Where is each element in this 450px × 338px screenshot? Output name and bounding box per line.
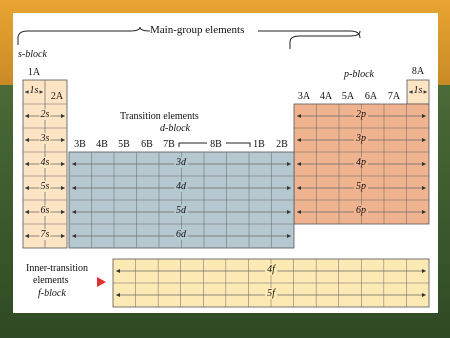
group-2a-label: 2A: [50, 91, 64, 102]
group-8b-label: 8B: [210, 139, 222, 150]
orbital-3d-label: 3d: [176, 157, 186, 168]
group-3b-label: 3B: [74, 139, 86, 150]
orbital-4d-label: 4d: [176, 181, 186, 192]
group-1a-label: 1A: [27, 67, 41, 78]
f-block-marker-triangle: [97, 277, 106, 287]
group-5a-label: 5A: [341, 91, 355, 102]
group-7b-label: 7B: [163, 139, 175, 150]
orbital-7s-label: 7s: [40, 229, 50, 240]
d-block-label: d-block: [160, 123, 190, 134]
f-block-label: f-block: [38, 288, 66, 299]
main-group-elements-label: Main-group elements: [150, 24, 245, 36]
group-5b-label: 5B: [118, 139, 130, 150]
group-6a-label: 6A: [364, 91, 378, 102]
orbital-5p-label: 5p: [356, 181, 366, 192]
orbital-3p-label: 3p: [356, 133, 366, 144]
p-block-label: p-block: [344, 69, 374, 80]
group-2b-label: 2B: [276, 139, 288, 150]
group-1b-label: 1B: [253, 139, 265, 150]
orbital-1s-label: 1s: [29, 85, 39, 96]
orbital-he-1s-label: 1s: [413, 85, 423, 96]
group-4a-label: 4A: [319, 91, 333, 102]
inner-transition-label-1: Inner-transition: [26, 263, 89, 274]
group-6b-label: 6B: [141, 139, 153, 150]
s-block-label: s-block: [18, 49, 47, 60]
orbital-6d-label: 6d: [176, 229, 186, 240]
orbital-5d-label: 5d: [176, 205, 186, 216]
orbital-2p-label: 2p: [356, 109, 366, 120]
orbital-3s-label: 3s: [40, 133, 50, 144]
orbital-4p-label: 4p: [356, 157, 366, 168]
orbital-6p-label: 6p: [356, 205, 366, 216]
orbital-5s-label: 5s: [40, 181, 50, 192]
transition-elements-label: Transition elements: [120, 111, 199, 122]
inner-transition-label-2: elements: [33, 275, 69, 286]
orbital-2s-label: 2s: [40, 109, 50, 120]
orbital-6s-label: 6s: [40, 205, 50, 216]
orbital-4f-label: 4f: [267, 264, 275, 275]
group-8a-label: 8A: [411, 66, 425, 77]
orbital-4s-label: 4s: [40, 157, 50, 168]
orbital-5f-label: 5f: [267, 288, 275, 299]
group-3a-label: 3A: [297, 91, 311, 102]
group-4b-label: 4B: [96, 139, 108, 150]
group-7a-label: 7A: [387, 91, 401, 102]
